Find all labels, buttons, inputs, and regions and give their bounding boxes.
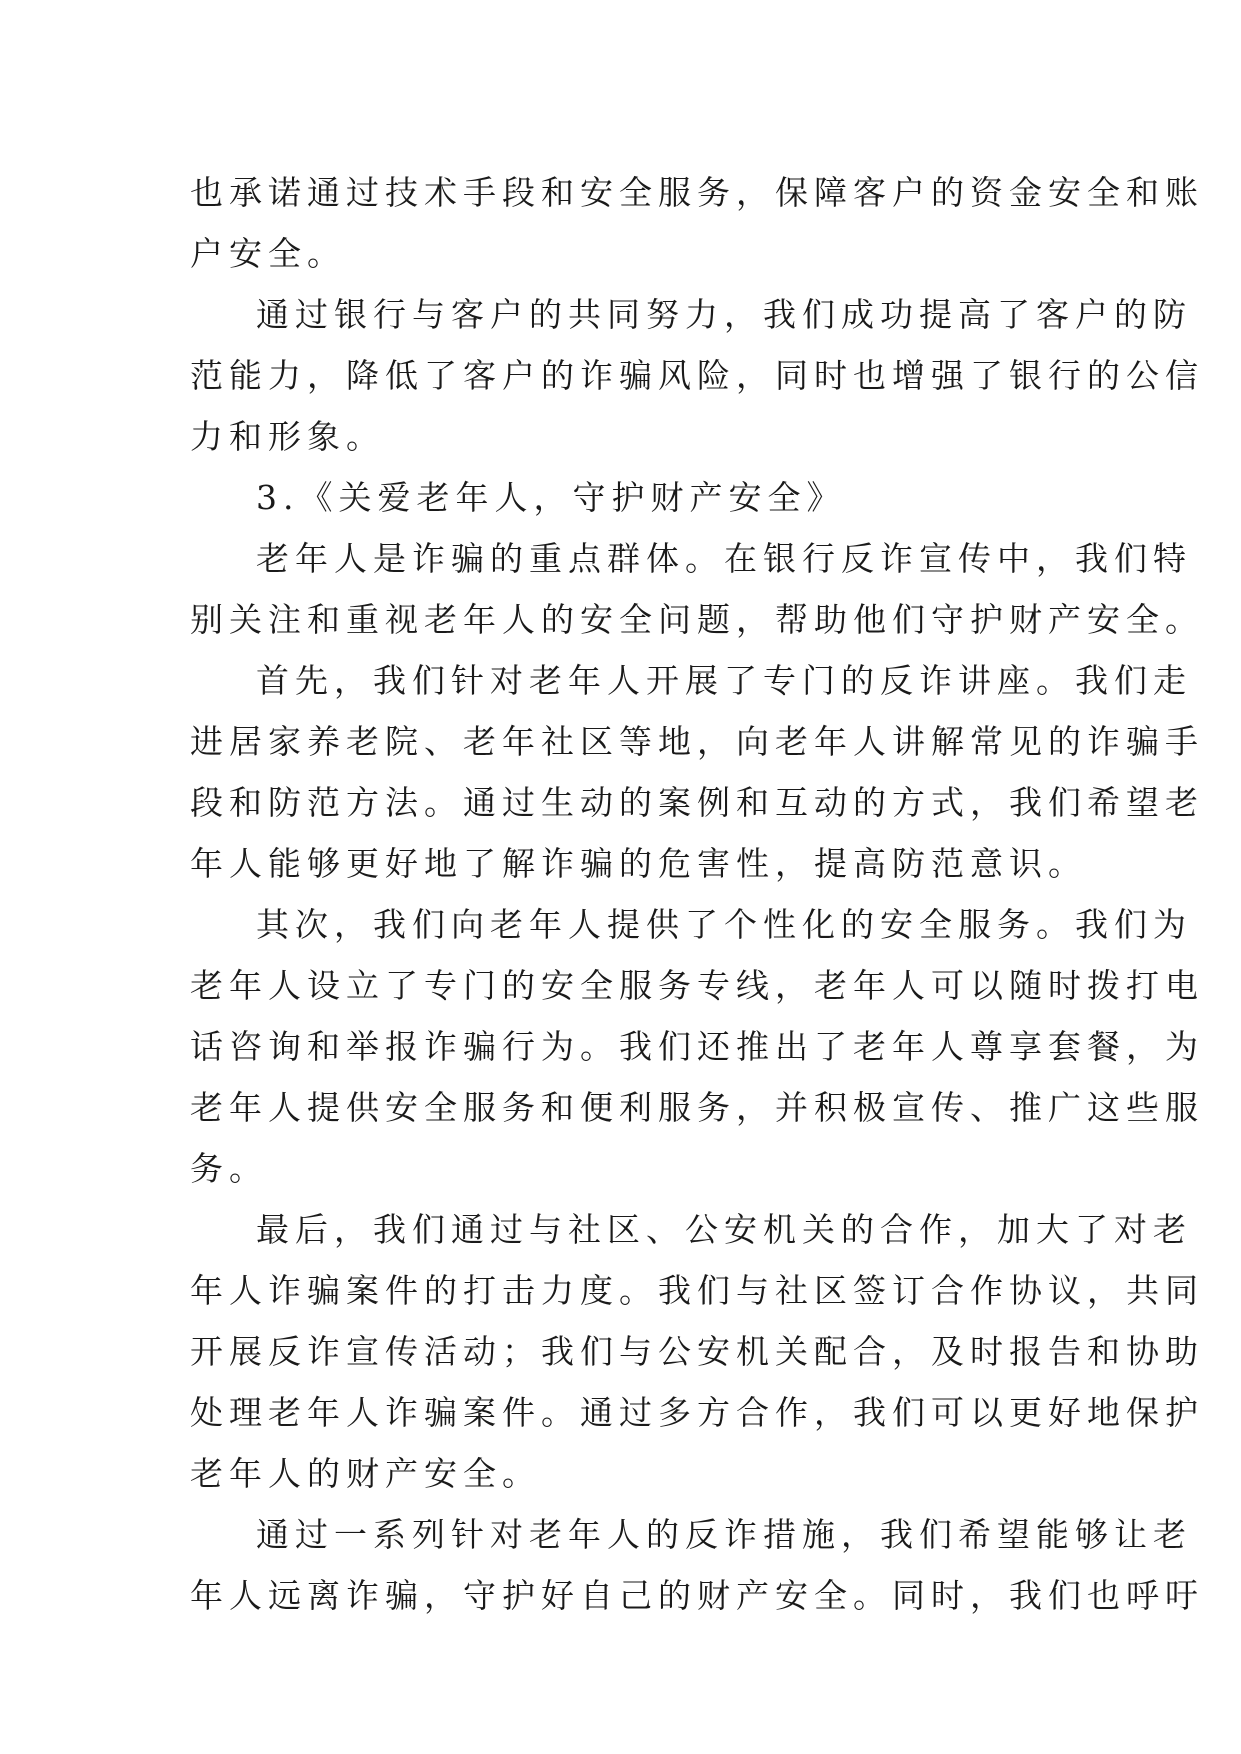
text-line: 也承诺通过技术手段和安全服务，保障客户的资金安全和账 [190, 173, 1204, 212]
text-line: 处理老年人诈骗案件。通过多方合作，我们可以更好地保护 [190, 1393, 1204, 1432]
text-line: 年人能够更好地了解诈骗的危害性，提高防范意识。 [190, 844, 1087, 883]
text-line: 通过银行与客户的共同努力，我们成功提高了客户的防 [256, 295, 1192, 334]
text-line: 年人诈骗案件的打击力度。我们与社区签订合作协议，共同 [190, 1271, 1204, 1310]
text-line: 段和防范方法。通过生动的案例和互动的方式，我们希望老 [190, 783, 1204, 822]
text-line: 别关注和重视老年人的安全问题，帮助他们守护财产安全。 [190, 600, 1204, 639]
text-line: 通过一系列针对老年人的反诈措施，我们希望能够让老 [256, 1515, 1192, 1554]
text-line: 老年人提供安全服务和便利服务，并积极宣传、推广这些服 [190, 1088, 1204, 1127]
text-line: 最后，我们通过与社区、公安机关的合作，加大了对老 [256, 1210, 1192, 1249]
text-line: 话咨询和举报诈骗行为。我们还推出了老年人尊享套餐，为 [190, 1027, 1204, 1066]
text-line: 老年人是诈骗的重点群体。在银行反诈宣传中，我们特 [256, 539, 1192, 578]
text-line: 3.《关爱老年人，守护财产安全》 [256, 478, 846, 517]
text-line: 其次，我们向老年人提供了个性化的安全服务。我们为 [256, 905, 1192, 944]
text-line: 力和形象。 [190, 417, 385, 456]
text-line: 户安全。 [190, 234, 346, 273]
text-line: 进居家养老院、老年社区等地，向老年人讲解常见的诈骗手 [190, 722, 1204, 761]
body-text [190, 162, 1204, 1626]
text-line: 首先，我们针对老年人开展了专门的反诈讲座。我们走 [256, 661, 1192, 700]
text-line: 开展反诈宣传活动；我们与公安机关配合，及时报告和协助 [190, 1332, 1204, 1371]
text-line: 年人远离诈骗，守护好自己的财产安全。同时，我们也呼吁 [190, 1576, 1204, 1615]
text-line: 老年人设立了专门的安全服务专线，老年人可以随时拨打电 [190, 966, 1204, 1005]
text-line: 老年人的财产安全。 [190, 1454, 541, 1493]
text-line: 务。 [190, 1149, 268, 1188]
text-line: 范能力，降低了客户的诈骗风险，同时也增强了银行的公信 [190, 356, 1204, 395]
